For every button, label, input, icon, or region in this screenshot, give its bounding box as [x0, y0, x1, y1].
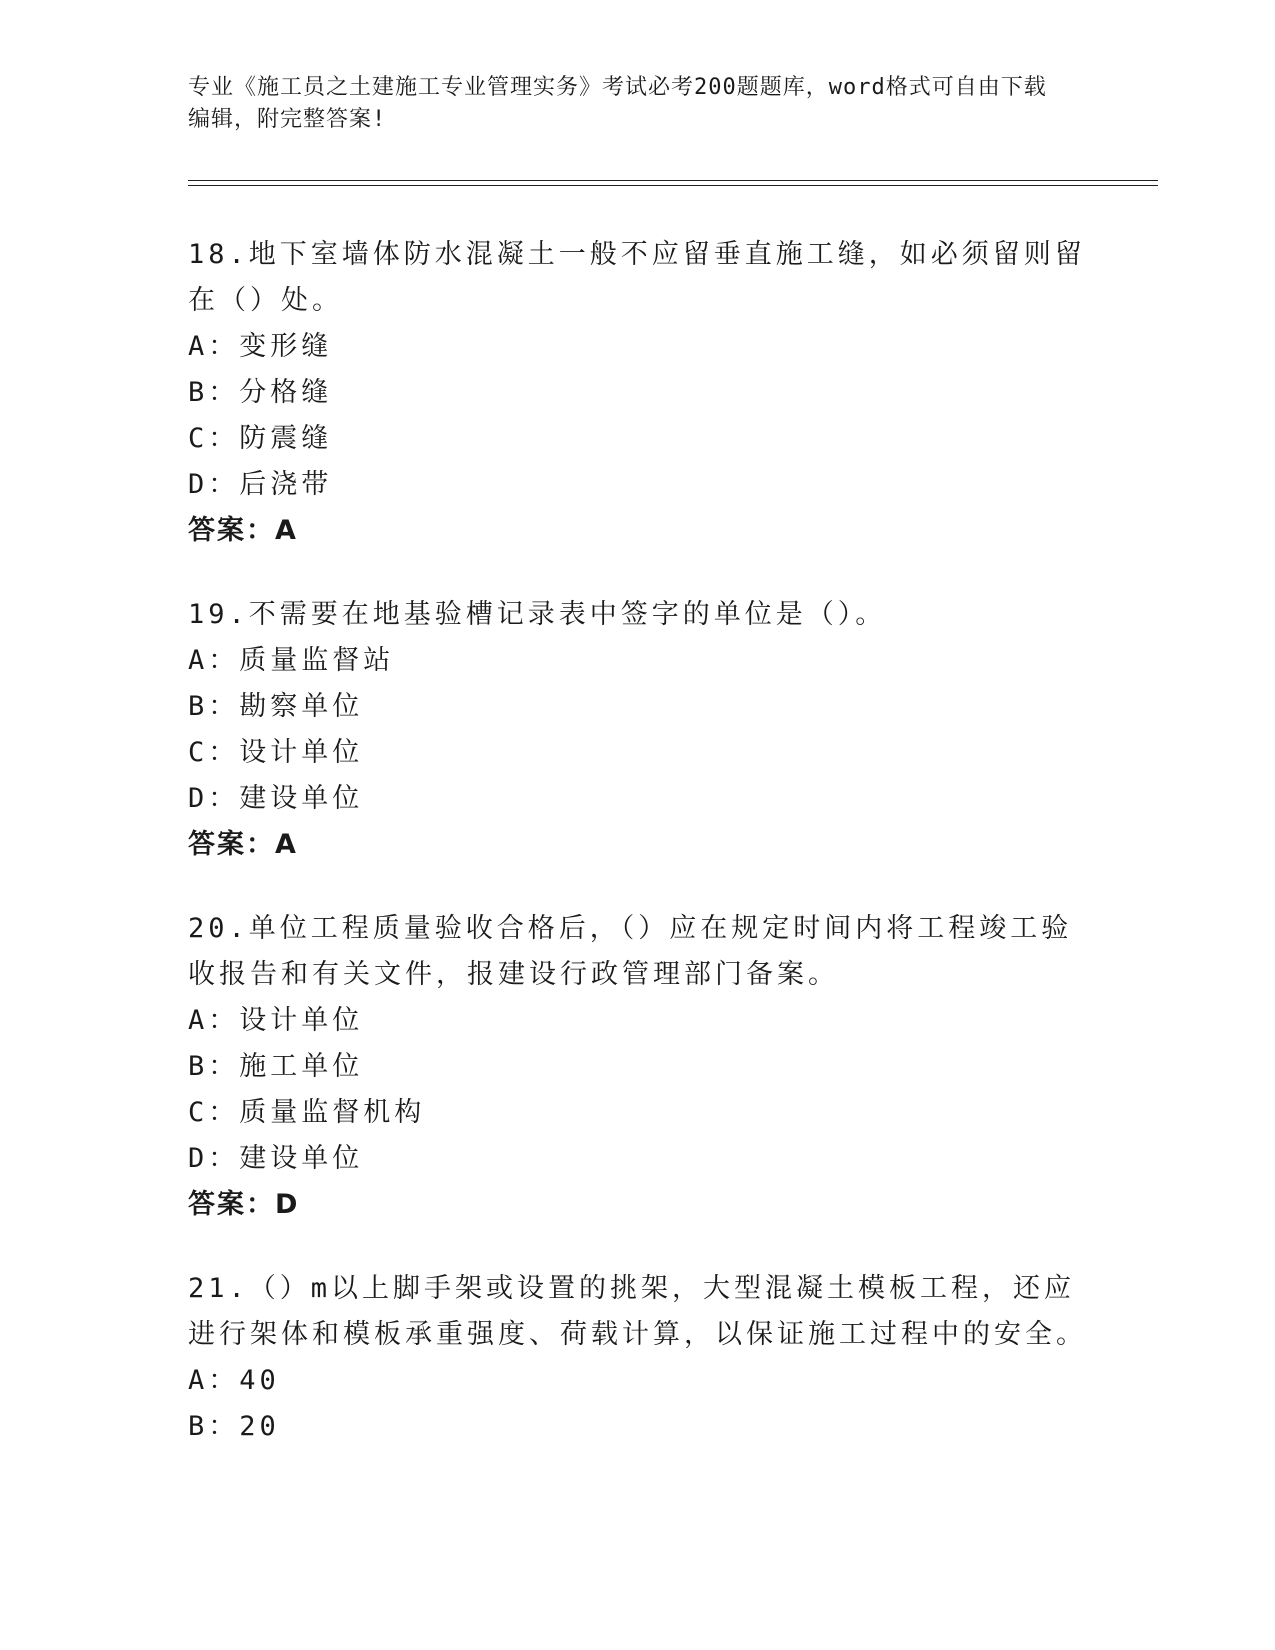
- question-18: [188, 232, 1088, 554]
- option-a: A：质量监督站: [188, 645, 395, 676]
- answer: 答案：A: [188, 515, 298, 546]
- question-list: [188, 232, 1088, 1488]
- option-a: A：40: [188, 1365, 280, 1396]
- option-b: B：20: [188, 1411, 280, 1442]
- question-stem: 19.不需要在地基验槽记录表中签字的单位是（）。: [188, 599, 887, 630]
- option-b: B：勘察单位: [188, 691, 364, 722]
- option-b: B：分格缝: [188, 377, 333, 408]
- option-d: D：后浇带: [188, 469, 333, 500]
- option-b: B：施工单位: [188, 1051, 364, 1082]
- question-21: [188, 1266, 1088, 1450]
- question-stem: 20.单位工程质量验收合格后，（）应在规定时间内将工程竣工验收报告和有关文件，报建设行政管理部门备案。: [188, 913, 1073, 990]
- question-stem: 21.（）m以上脚手架或设置的挑架，大型混凝土模板工程，还应进行架体和模板承重强度、荷载计算，以保证施工过程中的安全。: [188, 1273, 1087, 1350]
- header-divider-top: [188, 180, 1158, 181]
- question-20: [188, 906, 1088, 1228]
- option-c: C：防震缝: [188, 423, 333, 454]
- document-header: 专业《施工员之土建施工专业管理实务》考试必考200题题库，word格式可自由下载编辑，附完整答案!: [188, 75, 1047, 132]
- question-19: [188, 592, 1088, 868]
- answer: 答案：A: [188, 829, 298, 860]
- option-d: D：建设单位: [188, 783, 364, 814]
- answer: 答案：D: [188, 1189, 300, 1220]
- option-a: A：设计单位: [188, 1005, 364, 1036]
- option-a: A：变形缝: [188, 331, 333, 362]
- option-c: C：质量监督机构: [188, 1097, 426, 1128]
- header-divider-bottom: [188, 185, 1158, 186]
- option-c: C：设计单位: [188, 737, 364, 768]
- question-stem: 18.地下室墙体防水混凝土一般不应留垂直施工缝，如必须留则留在（）处。: [188, 239, 1086, 316]
- option-d: D：建设单位: [188, 1143, 364, 1174]
